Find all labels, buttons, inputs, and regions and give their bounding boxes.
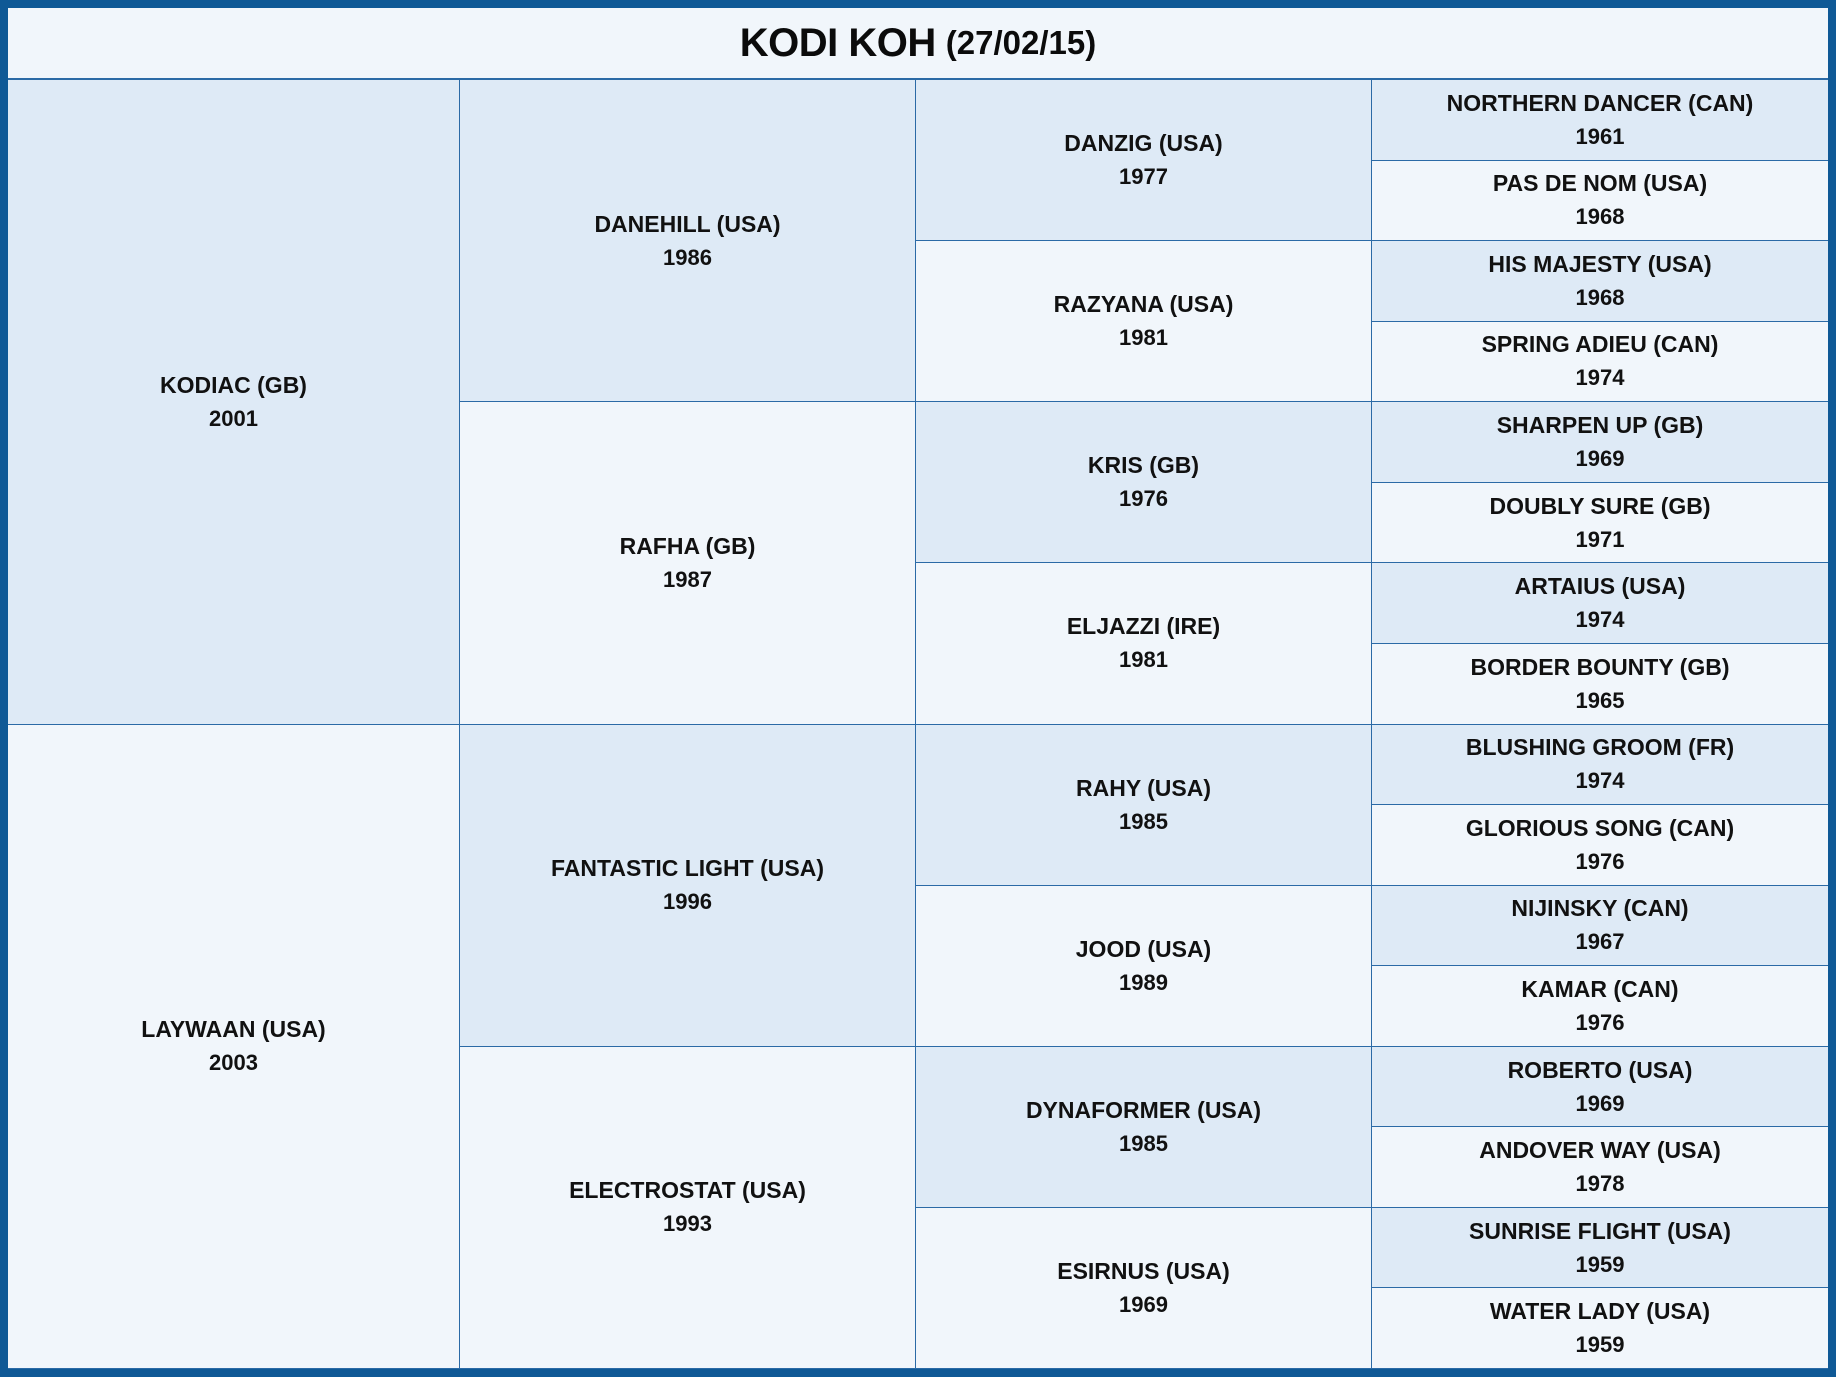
horse-name: ANDOVER WAY (USA)	[1479, 1137, 1721, 1164]
pedigree-cell-gen4	[1372, 483, 1828, 564]
horse-year: 1996	[663, 889, 712, 915]
pedigree-cell-gen4	[1372, 966, 1828, 1047]
pedigree-cell-gen2	[460, 402, 916, 724]
pedigree-cell-gen3	[916, 725, 1372, 886]
horse-name: LAYWAAN (USA)	[141, 1016, 326, 1043]
horse-name: NORTHERN DANCER (CAN)	[1446, 89, 1754, 116]
horse-year: 1985	[1119, 1130, 1168, 1156]
horse-year: 1967	[1575, 929, 1625, 955]
horse-year: 1969	[1575, 1090, 1625, 1116]
pedigree-cell-gen4	[1372, 402, 1828, 483]
horse-year: 1974	[1575, 365, 1625, 391]
horse-year: 2001	[209, 405, 258, 431]
horse-year: 1977	[1119, 164, 1168, 190]
horse-name: KODIAC (GB)	[160, 371, 307, 398]
horse-name: ESIRNUS (USA)	[1057, 1257, 1230, 1284]
horse-year: 1981	[1119, 325, 1168, 351]
pedigree-cell-gen2	[460, 725, 916, 1047]
horse-year: 1978	[1575, 1171, 1625, 1197]
foaling-date: (27/02/15)	[945, 24, 1097, 61]
horse-year: 1986	[663, 244, 712, 270]
horse-year: 1959	[1575, 1251, 1625, 1277]
pedigree-cell-gen4	[1372, 644, 1828, 725]
horse-name: HIS MAJESTY (USA)	[1488, 250, 1712, 277]
horse-name: DYNAFORMER (USA)	[1025, 1096, 1262, 1123]
horse-year: 1985	[1119, 808, 1168, 834]
pedigree-cell-gen2	[460, 80, 916, 402]
pedigree-cell-gen4	[1372, 886, 1828, 967]
horse-name: DOUBLY SURE (GB)	[1489, 492, 1711, 519]
horse-year: 1961	[1575, 123, 1625, 149]
pedigree-cell-gen3	[916, 80, 1372, 241]
pedigree-cell-gen3	[916, 563, 1372, 724]
pedigree-cell-gen3	[916, 886, 1372, 1047]
horse-year: 1965	[1575, 687, 1625, 713]
horse-name: KRIS (GB)	[1087, 452, 1200, 479]
horse-name: SUNRISE FLIGHT (USA)	[1469, 1217, 1731, 1244]
horse-year: 1974	[1575, 607, 1625, 633]
pedigree-cell-gen4	[1372, 805, 1828, 886]
horse-year: 1974	[1575, 768, 1625, 794]
pedigree-cell-gen3	[916, 1047, 1372, 1208]
horse-year: 1968	[1575, 204, 1625, 230]
horse-name: SPRING ADIEU (CAN)	[1481, 331, 1719, 358]
pedigree-cell-gen4	[1372, 322, 1828, 403]
pedigree-cell-gen4	[1372, 563, 1828, 644]
horse-year: 1976	[1119, 486, 1168, 512]
horse-name: RAFHA (GB)	[619, 532, 756, 559]
horse-name: PAS DE NOM (USA)	[1492, 170, 1708, 197]
pedigree-header	[8, 8, 1828, 80]
horse-name: ARTAIUS (USA)	[1514, 573, 1686, 600]
pedigree-cell-gen4	[1372, 1127, 1828, 1208]
pedigree-frame	[8, 8, 1828, 1369]
horse-name: DANZIG (USA)	[1064, 130, 1223, 157]
pedigree-cell-gen4	[1372, 241, 1828, 322]
horse-name: NIJINSKY (CAN)	[1511, 895, 1689, 922]
horse-name: GLORIOUS SONG (CAN)	[1465, 814, 1735, 841]
horse-name: SHARPEN UP (GB)	[1496, 412, 1704, 439]
horse-year: 1971	[1575, 526, 1625, 552]
horse-year: 1989	[1119, 969, 1168, 995]
horse-year: 1993	[663, 1211, 712, 1237]
pedigree-cell-gen4	[1372, 1288, 1828, 1369]
horse-name: RAZYANA (USA)	[1053, 291, 1234, 318]
horse-year: 2003	[209, 1050, 258, 1076]
pedigree-grid	[8, 80, 1828, 1369]
pedigree-cell-gen2	[460, 1047, 916, 1369]
horse-year: 1981	[1119, 647, 1168, 673]
horse-name: ELJAZZI (IRE)	[1066, 613, 1221, 640]
horse-name: FANTASTIC LIGHT (USA)	[551, 855, 824, 882]
pedigree-cell-gen4	[1372, 80, 1828, 161]
horse-name: DANEHILL (USA)	[594, 210, 781, 237]
horse-year: 1969	[1575, 446, 1625, 472]
horse-name: KAMAR (CAN)	[1521, 975, 1679, 1002]
pedigree-cell-gen1	[8, 80, 460, 725]
horse-year: 1976	[1575, 1009, 1625, 1035]
horse-year: 1976	[1575, 848, 1625, 874]
pedigree-cell-gen4	[1372, 1208, 1828, 1289]
horse-year: 1968	[1575, 284, 1625, 310]
horse-name: BORDER BOUNTY (GB)	[1470, 653, 1730, 680]
pedigree-cell-gen1	[8, 725, 460, 1370]
horse-year: 1959	[1575, 1332, 1625, 1358]
pedigree-cell-gen4	[1372, 1047, 1828, 1128]
horse-name: ELECTROSTAT (USA)	[569, 1177, 806, 1204]
horse-year: 1987	[663, 566, 712, 592]
horse-name: BLUSHING GROOM (FR)	[1465, 734, 1735, 761]
pedigree-cell-gen3	[916, 402, 1372, 563]
pedigree-cell-gen4	[1372, 161, 1828, 242]
horse-name: ROBERTO (USA)	[1507, 1056, 1693, 1083]
pedigree-cell-gen3	[916, 241, 1372, 402]
horse-name-title: KODI KOH	[739, 20, 936, 65]
horse-name: RAHY (USA)	[1075, 774, 1212, 801]
horse-name: WATER LADY (USA)	[1489, 1298, 1711, 1325]
horse-year: 1969	[1119, 1291, 1168, 1317]
horse-name: JOOD (USA)	[1075, 935, 1212, 962]
pedigree-cell-gen3	[916, 1208, 1372, 1369]
pedigree-cell-gen4	[1372, 725, 1828, 806]
